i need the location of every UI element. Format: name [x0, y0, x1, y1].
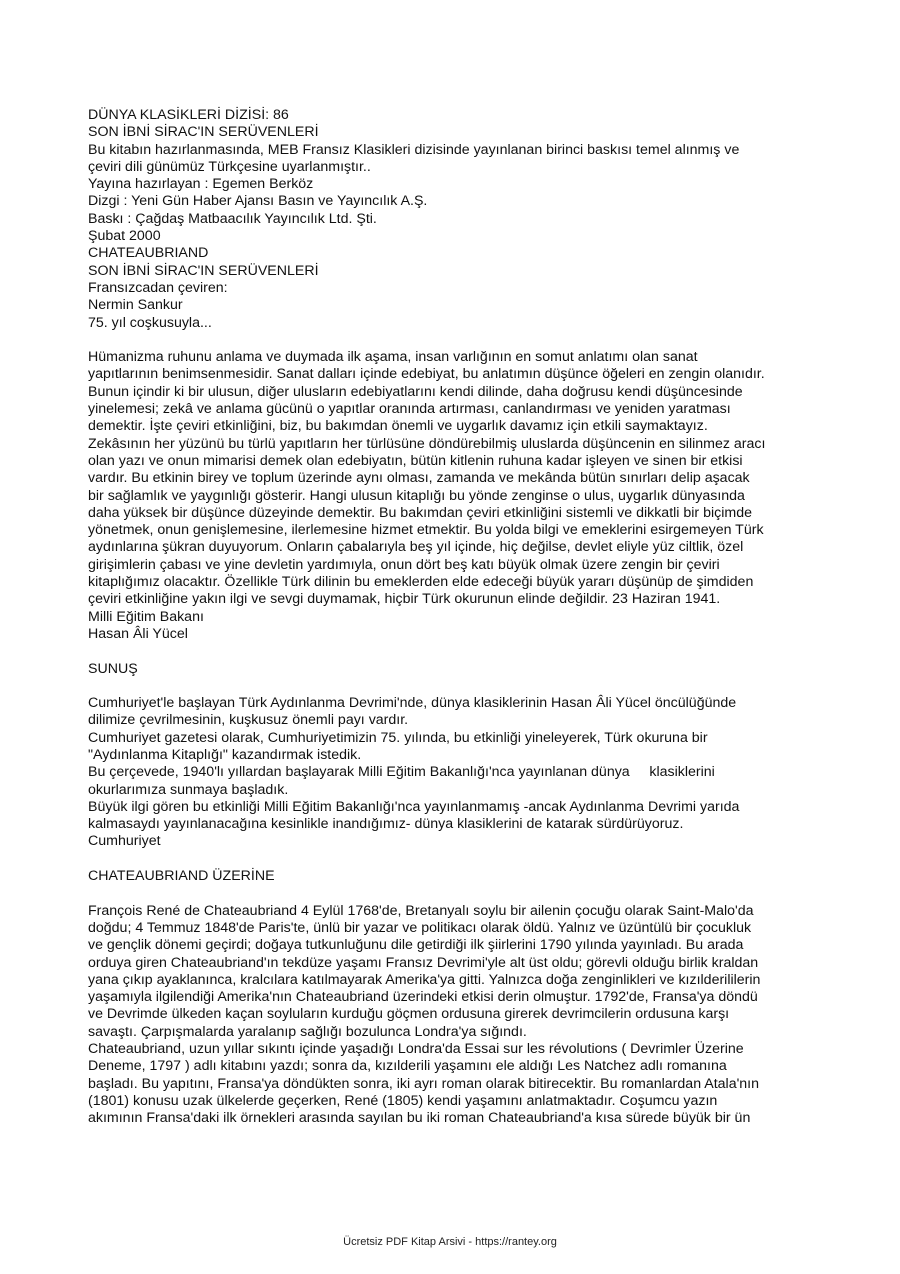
anniversary-line: 75. yıl coşkusuyla...: [88, 314, 212, 331]
text-line: vardır. Bu etkinin birey ve toplum üzerinde aynı olması, zamanda ve mekânda bütün sınırları delip aşacak: [88, 470, 750, 487]
edition-note-cont: çeviri dili günümüz Türkçesine uyarlanmıştır..: [88, 158, 371, 175]
text-line: Bu çerçevede, 1940'lı yıllardan başlayarak Milli Eğitim Bakanlığı'nca yayınlanan dünya klasiklerini: [88, 764, 715, 781]
text-line: Zekâsının her yüzünü bu türlü yapıtların her türlüsüne döndürebilmiş uluslarda düşüncenin en silinmez aracı: [88, 435, 766, 452]
text-line: ve gençlik dönemi geçirdi; doğaya tutkunluğunu dile getirdiği ilk şiirlerini 1790 yılında yayınladı. Bu arada: [88, 937, 744, 954]
text-line: Chateaubriand, uzun yıllar sıkıntı içinde yaşadığı Londra'da Essai sur les révolutions ( Devrimler Üzerine: [88, 1041, 744, 1058]
text-line: demektir. İşte çeviri etkinliğini, biz, bu bakımdan önemli ve uygarlık davamız için etkili saymaktayız.: [88, 418, 708, 435]
book-title: SON İBNİ SİRAC'IN SERÜVENLERİ: [88, 124, 319, 141]
text-line: okurlarımıza sunmaya başladık.: [88, 781, 289, 798]
text-line: doğdu; 4 Temmuz 1848'de Paris'te, ünlü bir yazar ve politikacı olarak öldü. Yalnız ve üzüntülü bir çocukluk: [88, 919, 752, 936]
text-line: Deneme, 1797 ) adlı kitabını yazdı; sonra da, kızılderili yaşamını ele aldığı Les Natchez adlı romanına: [88, 1058, 727, 1075]
text-line: yinelemesi; zekâ ve anlama gücünü o yapıtlar oranında artırması, canlandırması ve yeniden yaratması: [88, 401, 731, 418]
sunus-signature: Cumhuriyet: [88, 833, 161, 850]
text-line: daha yüksek bir düşünce düzeyinde demektir. Bu bakımdan çeviri etkinliğini sistemli ve dikkatli bir biçimde: [88, 504, 752, 521]
edition-note: Bu kitabın hazırlanmasında, MEB Fransız Klasikleri dizisinde yayınlanan birinci baskısı temel alınmış ve: [88, 141, 740, 158]
text-line: Bunun içindir ki bir ulusun, diğer ulusların edebiyatlarını kendi dilinde, daha doğrusu kendi düşüncesinde: [88, 383, 743, 400]
text-line: çeviri etkinliğine yakın ilgi ve sevgi duymamak, hiçbir Türk okurunun elinde değildir. 23 Haziran 1941.: [88, 591, 721, 608]
sunus-heading: SUNUŞ: [88, 660, 138, 677]
series-title: DÜNYA KLASİKLERİ DİZİSİ: 86: [88, 107, 289, 123]
header-block: [88, 107, 818, 332]
text-line: François René de Chateaubriand 4 Eylül 1768'de, Bretanyalı soylu bir ailenin çocuğu olarak Saint-Malo'da: [88, 902, 754, 919]
text-line: kalmasaydı yayınlanacağına kesinlikle inandığımız- dünya klasiklerini de katarak sürdürüyoruz.: [88, 816, 684, 833]
text-line: yönetmek, onun genişlemesine, ilerlemesine hizmet etmektir. Bu yolda bilgi ve emeklerini esirgemeyen Türk: [88, 522, 764, 539]
date-line: Şubat 2000: [88, 228, 161, 245]
author-name: CHATEAUBRIAND: [88, 245, 209, 262]
text-line: Cumhuriyet'le başlayan Türk Aydınlanma Devrimi'nde, dünya klasiklerinin Hasan Âli Yücel öncülüğünde: [88, 695, 737, 712]
text-line: başladı. Bu yapıtını, Fransa'ya döndükten sonra, iki ayrı roman olarak bitirecektir. Bu romanlardan Atala'nın: [88, 1075, 760, 1092]
text-line: orduya giren Chateaubriand'ın tekdüze yaşamı Fransız Devrimi'yle alt üst oldu; görevli olduğu birlik kraldan: [88, 954, 759, 971]
text-line: yana çıkıp ayaklanınca, kralcılara katılmayarak Amerika'ya gitti. Yalnızca doğa zenginlikleri ve kızılderililerin: [88, 971, 761, 988]
page-footer: Ücretsiz PDF Kitap Arsivi - https://rantey.org: [343, 1236, 557, 1248]
text-line: ve Devrimde ülkeden kaçan soyluların kurduğu göçmen ordusuna girerek devrimcilerin ordusuna karşı: [88, 1006, 730, 1023]
editor-line: Yayına hazırlayan : Egemen Berköz: [88, 176, 314, 193]
signature-name: Hasan Âli Yücel: [88, 625, 188, 642]
text-line: kitaplığımız olacaktır. Özellikle Türk dilinin bu emeklerden elde edeceği büyük yararı düşünüp de şimdiden: [88, 574, 754, 591]
typesetting-line: Dizgi : Yeni Gün Haber Ajansı Basın ve Yayıncılık A.Ş.: [88, 193, 428, 210]
chateaubriand-paragraph: [88, 903, 818, 1128]
text-line: Cumhuriyet gazetesi olarak, Cumhuriyetimizin 75. yılında, bu etkinliği yineleyerek, Türk okuruna bir: [88, 729, 708, 746]
text-line: (1801) konusu uzak ülkelerde geçerken, René (1805) kendi yaşamını anlatmaktadır. Coşumcu yazın: [88, 1092, 718, 1109]
preface-paragraph: [88, 349, 818, 643]
text-line: yapıtlarının benimsenmesidir. Sanat dalları içinde edebiyat, bu anlatımın düşünce öğeleri en zengin olanıdır.: [88, 366, 765, 383]
text-line: girişimlerin çabası ve yine devletin yardımıyla, onun dört beş katı büyük olmak üzere zengin bir çeviri: [88, 556, 720, 573]
text-line: akımının Fransa'daki ilk örnekleri arasında sayılan bu iki roman Chateaubriand'a kısa sürede büyük bir ün: [88, 1110, 751, 1127]
document-page: [88, 107, 818, 1128]
sunus-paragraph: [88, 695, 818, 851]
text-line: aydınlarına şükran duyuyorum. Onların çabalarıyla beş yıl içinde, hiç değilse, devlet eliyle yüz ciltlik, özel: [88, 539, 744, 556]
text-line: Büyük ilgi gören bu etkinliği Milli Eğitim Bakanlığı'nca yayınlanmamış -ancak Aydınlanma Devrimi yarıda: [88, 798, 740, 815]
translation-label: Fransızcadan çeviren:: [88, 279, 228, 296]
book-title-repeat: SON İBNİ SİRAC'IN SERÜVENLERİ: [88, 262, 319, 279]
text-line: savaştı. Çarpışmalarda yaralanıp sağlığı bozulunca Londra'ya sığındı.: [88, 1023, 527, 1040]
text-line: olan yazı ve onun mimarisi demek olan edebiyatın, bütün kitlenin ruhuna kadar işleyen ve sinen bir etkisi: [88, 452, 743, 469]
text-line: Hümanizma ruhunu anlama ve duymada ilk aşama, insan varlığının en somut anlatımı olan sanat: [88, 349, 698, 366]
translator-name: Nermin Sankur: [88, 297, 183, 314]
chateaubriand-heading: CHATEAUBRIAND ÜZERİNE: [88, 868, 275, 885]
signature-title: Milli Eğitim Bakanı: [88, 608, 204, 625]
text-line: "Aydınlanma Kitaplığı" kazandırmak istedik.: [88, 746, 362, 763]
text-line: yaşamıyla ilgilendiği Amerika'nın Chateaubriand üzerindeki etkisi derin olmuştur. 1792'de, Fransa'ya döndü: [88, 989, 758, 1006]
text-line: bir sağlamlık ve yaygınlığı gösterir. Hangi ulusun kitaplığı bu yönde zenginse o ulus, uygarlık dünyasında: [88, 487, 745, 504]
text-line: dilimize çevrilmesinin, kuşkusuz önemli payı vardır.: [88, 712, 409, 729]
printing-line: Baskı : Çağdaş Matbaacılık Yayıncılık Ltd. Şti.: [88, 210, 377, 227]
